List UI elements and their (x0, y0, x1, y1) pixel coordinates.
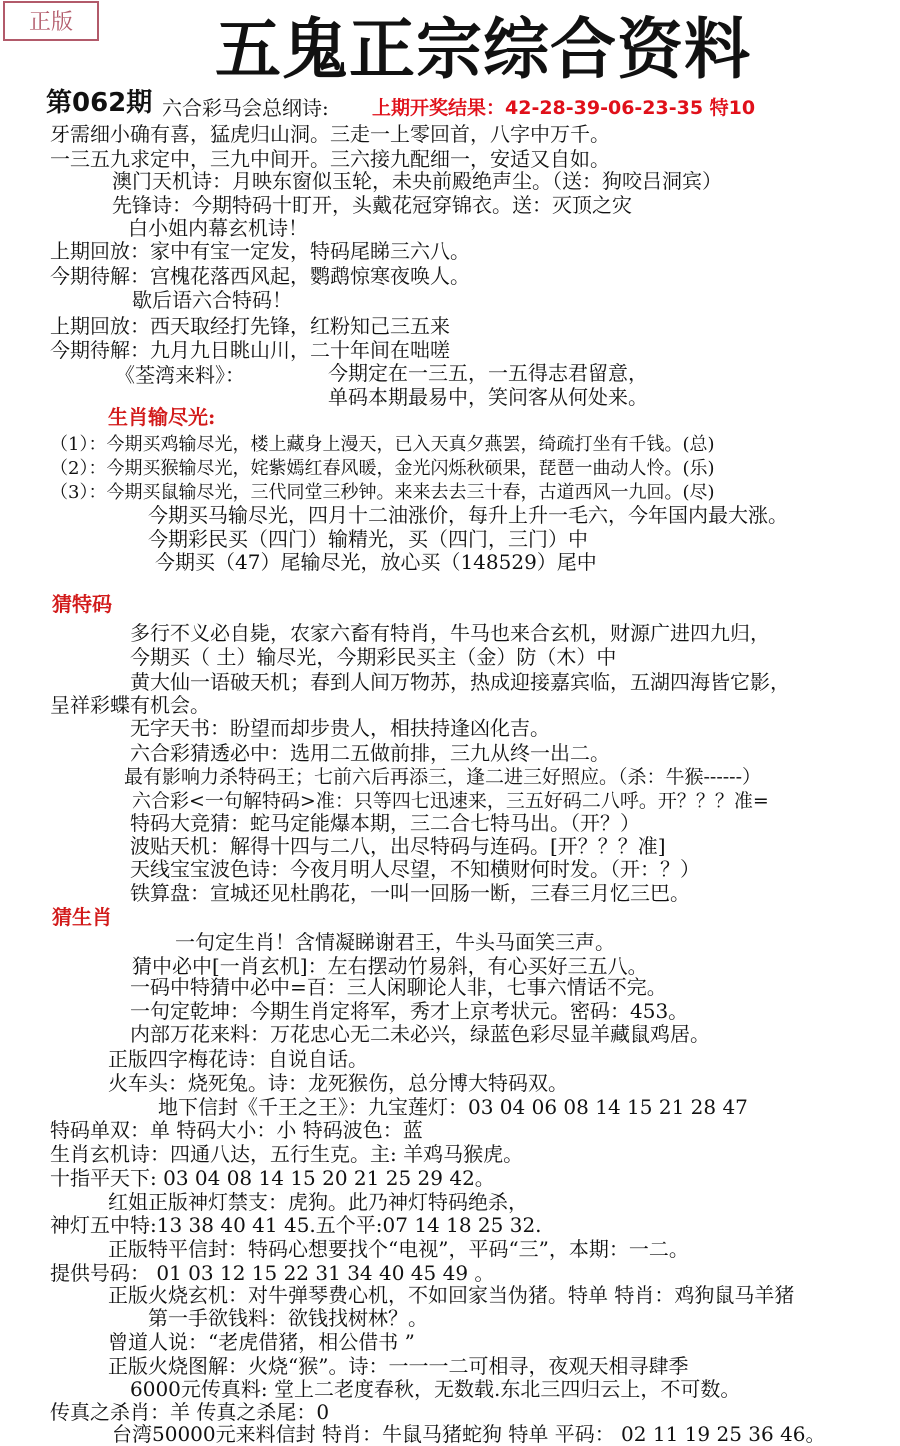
text-line: 上期回放：西天取经打先锋，红粉知己三五来 (50, 314, 450, 338)
text-line: 一三五九求定中，三九中间开。三六接九配细一，安适又自如。 (50, 147, 610, 171)
text-line: 今期买马输尽光，四月十二油涨价，每升上升一毛六，今年国内最大涨。 (148, 503, 788, 527)
text-line: 正版火烧图解：火烧“猴”。诗：一一一二可相寻，夜观天相寻肆季 (108, 1354, 689, 1378)
text-line: 多行不义必自毙，农家六畜有特肖，牛马也来合玄机，财源广进四九归， (130, 621, 770, 645)
text-line: （1）：今期买鸡输尽光，楼上藏身上漫天，已入天真夕燕罢，绮疏打坐有千钱。(总) (50, 434, 715, 455)
section-heading-shengxiao: 生肖输尽光: (108, 405, 216, 429)
issue-number: 第062期 (46, 88, 153, 118)
text-line: 最有影响力杀特码王；七前六后再添三，逢二进三好照应。（杀：牛猴------） (124, 766, 762, 788)
section-heading-shengxiao-guess: 猜生肖 (52, 905, 112, 929)
text-line: 先锋诗：今期特码十盯开，头戴花冠穿锦衣。送：灭顶之灾 (112, 193, 632, 217)
text-line: 无字天书：盼望而却步贵人，相扶持逢凶化吉。 (130, 716, 550, 740)
text-line: 今期定在一三五，一五得志君留意， (328, 361, 648, 385)
page-title: 五鬼正宗综合资料 (215, 10, 751, 88)
text-line: 传真之杀肖：羊 传真之杀尾：0 (50, 1400, 330, 1424)
text-line: 内部万花来料：万花忠心无二未必兴，绿蓝色彩尽显羊藏鼠鸡居。 (130, 1022, 710, 1046)
last-result: 上期开奖结果：42-28-39-06-23-35 特10 (372, 97, 756, 119)
text-line: 今期彩民买（四门）输精光，买（四门，三门）中 (148, 527, 588, 551)
text-line: 神灯五中特:13 38 40 41 45.五个平:07 14 18 25 32. (50, 1213, 542, 1237)
text-line: 呈祥彩蝶有机会。 (50, 693, 210, 717)
zhengban-badge: 正版 (3, 1, 99, 41)
text-line: 《荃湾来料》： (115, 363, 245, 387)
text-line: 地下信封《千王之王》：九宝莲灯：03 04 06 08 14 15 21 28 47 (158, 1095, 748, 1119)
text-line: 澳门天机诗：月映东窗似玉轮，未央前殿绝声尘。（送：狗咬吕洞宾） (112, 169, 722, 193)
text-line: 一句定乾坤：今期生肖定将军，秀才上京考状元。密码：453。 (130, 999, 689, 1023)
text-line: 猜中必中[一肖玄机]：左右摆动竹易斜，有心买好三五八。 (132, 954, 648, 978)
text-line: 波贴天机：解得十四与二八，出尽特码与连码。[开？？？准] (130, 834, 666, 858)
text-line: 今期待解：宫槐花落西风起，鹦鹉惊寒夜唤人。 (50, 264, 470, 288)
text-line: （3）：今期买鼠输尽光，三代同堂三秒钟。来来去去三十春，古道西风一九回。(尽) (50, 482, 715, 503)
text-line: 今期待解：九月九日眺山川，二十年间在咄嗟 (50, 338, 450, 362)
text-line: 特码大竞猜：蛇马定能爆本期，三二合七特马出。（开？） (130, 811, 640, 835)
text-line: 今期买（ 土）输尽光，今期彩民买主（金）防（木）中 (130, 645, 617, 669)
text-line: 6000元传真料: 堂上二老度春秋，无数载.东北三四归云上，不可数。 (130, 1377, 741, 1401)
text-line: 歇后语六合特码！ (132, 288, 292, 312)
text-line: 特码单双：单 特码大小：小 特码波色：蓝 (50, 1118, 423, 1142)
text-line: 火车头：烧死兔。诗：龙死猴伤，总分博大特码双。 (108, 1071, 568, 1095)
text-line: 第一手欲钱料：欲钱找树林？。 (148, 1306, 428, 1330)
text-line: 黄大仙一语破天机；春到人间万物苏，热成迎接嘉宾临，五湖四海皆它影， (130, 670, 790, 694)
text-line: 铁算盘：宣城还见杜鹃花，一叫一回肠一断，三春三月忆三巴。 (130, 881, 690, 905)
text-line: （2）：今期买猴输尽光，姹紫嫣红春风暖，金光闪烁秋硕果，琵琶一曲动人怜。(乐) (50, 458, 715, 479)
text-line: 正版火烧玄机：对牛弹琴费心机，不如回家当伪猪。特单 特肖：鸡狗鼠马羊猪 (108, 1283, 795, 1307)
text-line: 今期买（47）尾输尽光，放心买（148529）尾中 (155, 550, 597, 574)
text-line: 一句定生肖！含情凝睇谢君王，牛头马面笑三声。 (175, 930, 615, 954)
text-line: 六合彩<一句解特码>准：只等四七迅速来，三五好码二八呼。开？？？准= (132, 790, 769, 812)
text-line: 提供号码： 01 03 12 15 22 31 34 40 45 49 。 (50, 1261, 495, 1285)
text-line: 上期回放：家中有宝一定发，特码尾睇三六八。 (50, 239, 470, 263)
text-line: 台湾50000元来料信封 特肖：牛鼠马猪蛇狗 特单 平码： 02 11 19 25 36 46。 (112, 1422, 826, 1446)
section-heading-tema: 猜特码 (52, 592, 112, 616)
text-line: 正版四字梅花诗：自说自话。 (108, 1047, 368, 1071)
text-line: 生肖玄机诗：四通八达，五行生克。主: 羊鸡马猴虎。 (50, 1142, 524, 1166)
text-line: 六合彩马会总纲诗: (162, 96, 329, 120)
text-line: 正版特平信封：特码心想要找个“电视”，平码“三”，本期：一二。 (108, 1237, 689, 1261)
text-line: 红姐正版神灯禁支：虎狗。此乃神灯特码绝杀， (108, 1190, 528, 1214)
text-line: 白小姐内幕玄机诗！ (128, 216, 308, 240)
text-line: 一码中特猜中必中=百：三人闲聊论人非，七事六情话不完。 (130, 975, 667, 999)
text-line: 曾道人说：“老虎借猪，相公借书 ” (108, 1330, 415, 1354)
text-line: 单码本期最易中，笑问客从何处来。 (328, 385, 648, 409)
text-line: 天线宝宝波色诗：今夜月明人尽望，不知横财何时发。（开：？） (130, 857, 700, 881)
text-line: 六合彩猜透必中：选用二五做前排，三九从终一出二。 (130, 741, 610, 765)
text-line: 牙需细小确有喜，猛虎归山洞。三走一上零回首，八字中万千。 (50, 122, 610, 146)
text-line: 十指平天下: 03 04 08 14 15 20 21 25 29 42。 (50, 1166, 495, 1190)
